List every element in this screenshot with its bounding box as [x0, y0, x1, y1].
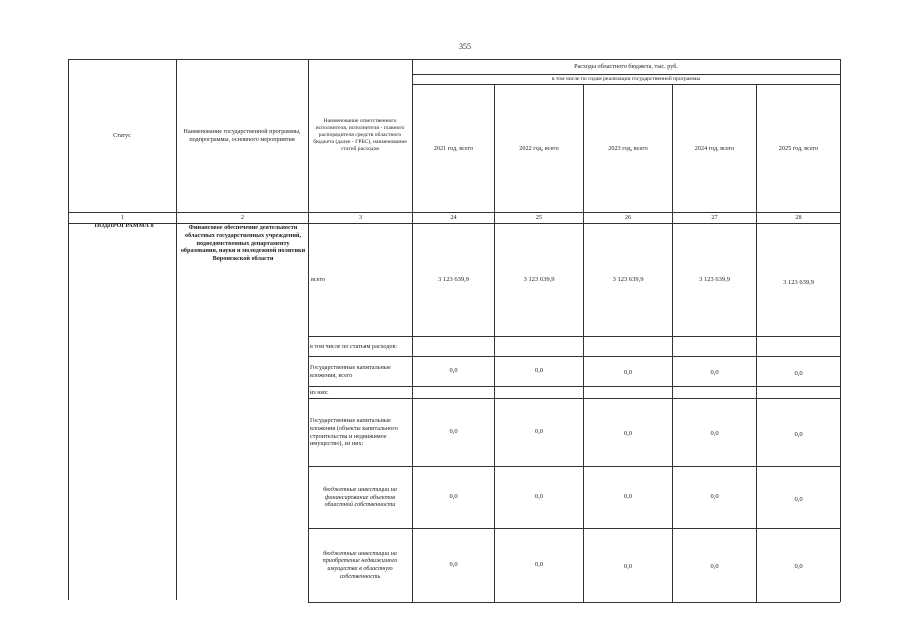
column-number: 1 — [120, 214, 125, 222]
page-number: 355 — [459, 42, 471, 51]
row-value: 0,0 — [710, 429, 719, 437]
row-label-investment-acquisition: бюджетные инвестиции на приобретение недвижимого имущества в областную собственность — [322, 549, 398, 580]
row-value: 0,0 — [449, 367, 458, 375]
row-value: 3 123 639,9 — [612, 275, 644, 283]
row-value: 0,0 — [449, 428, 458, 436]
row-value: 0,0 — [794, 370, 803, 378]
header-years-subtitle: в том числе по годам реализации государственной программы — [551, 76, 701, 82]
row-value: 0,0 — [534, 367, 544, 375]
header-status: Статус — [113, 131, 131, 139]
column-number: 26 — [624, 214, 632, 222]
row-label-capital-objects: Государственные капитальные вложения (объекты капитального строительства и недвижимое имущество), из них: — [310, 417, 398, 448]
column-number: 3 — [358, 214, 363, 222]
column-number: 28 — [795, 214, 802, 222]
row-value: 0,0 — [710, 562, 719, 570]
subprogram-status: ПОДПРОГРАММА 8 — [94, 222, 154, 229]
row-label-investment-financing: бюджетные инвестиции на финансирование объектов областной собственности — [323, 485, 397, 509]
row-label-total: всего — [311, 276, 325, 284]
row-value: 3 123 639,9 — [523, 275, 555, 283]
row-value: 0,0 — [794, 430, 803, 438]
row-label-of-which: из них: — [310, 388, 329, 396]
header-year-2025: 2025 год, всего — [778, 144, 819, 152]
column-number: 25 — [535, 214, 543, 222]
header-year-2023: 2023 год, всего — [608, 144, 648, 152]
row-value: 0,0 — [794, 495, 803, 503]
row-value: 0,0 — [449, 493, 458, 501]
column-number: 24 — [450, 214, 457, 222]
subprogram-name: Финансовое обеспечение деятельности областных государственных учреждений, подведомственных департаменту образования, науки и молодежной политики Воронежской области — [180, 224, 306, 262]
row-value: 0,0 — [534, 493, 544, 501]
row-value: 0,0 — [794, 562, 803, 570]
row-value: 0,0 — [623, 493, 633, 501]
row-value: 0,0 — [623, 368, 633, 376]
row-value: 3 123 639,9 — [783, 278, 814, 286]
header-expenses-title: Расходы областного бюджета, тыс. руб. — [574, 63, 678, 71]
column-number: 27 — [711, 214, 718, 222]
row-value: 0,0 — [534, 428, 544, 436]
row-label-breakdown: в том числе по статьям расходов: — [310, 342, 398, 350]
row-value: 3 123 639,9 — [438, 275, 469, 283]
header-year-2021: 2021 год, всего — [433, 144, 474, 152]
row-value: 3 123 639,9 — [699, 275, 730, 283]
row-value: 0,0 — [449, 560, 458, 568]
header-year-2024: 2024 год, всего — [694, 144, 735, 152]
column-number: 2 — [240, 214, 245, 222]
row-label-capital-total: Государственные капитальные вложения, всего — [310, 363, 391, 379]
row-value: 0,0 — [623, 429, 633, 437]
row-value: 0,0 — [710, 368, 719, 376]
header-program-name: Наименование государственной программы, подпрограммы, основного мероприятия — [183, 127, 301, 143]
row-value: 0,0 — [534, 560, 544, 568]
header-year-2022: 2022 год, всего — [519, 144, 559, 152]
row-value: 0,0 — [623, 562, 633, 570]
row-value: 0,0 — [710, 493, 719, 501]
header-executor: Наименование ответственного исполнителя, исполнителя - главного распорядителя средств областного бюджета (далее - ГРБС), наименование статей расходов — [313, 118, 407, 152]
